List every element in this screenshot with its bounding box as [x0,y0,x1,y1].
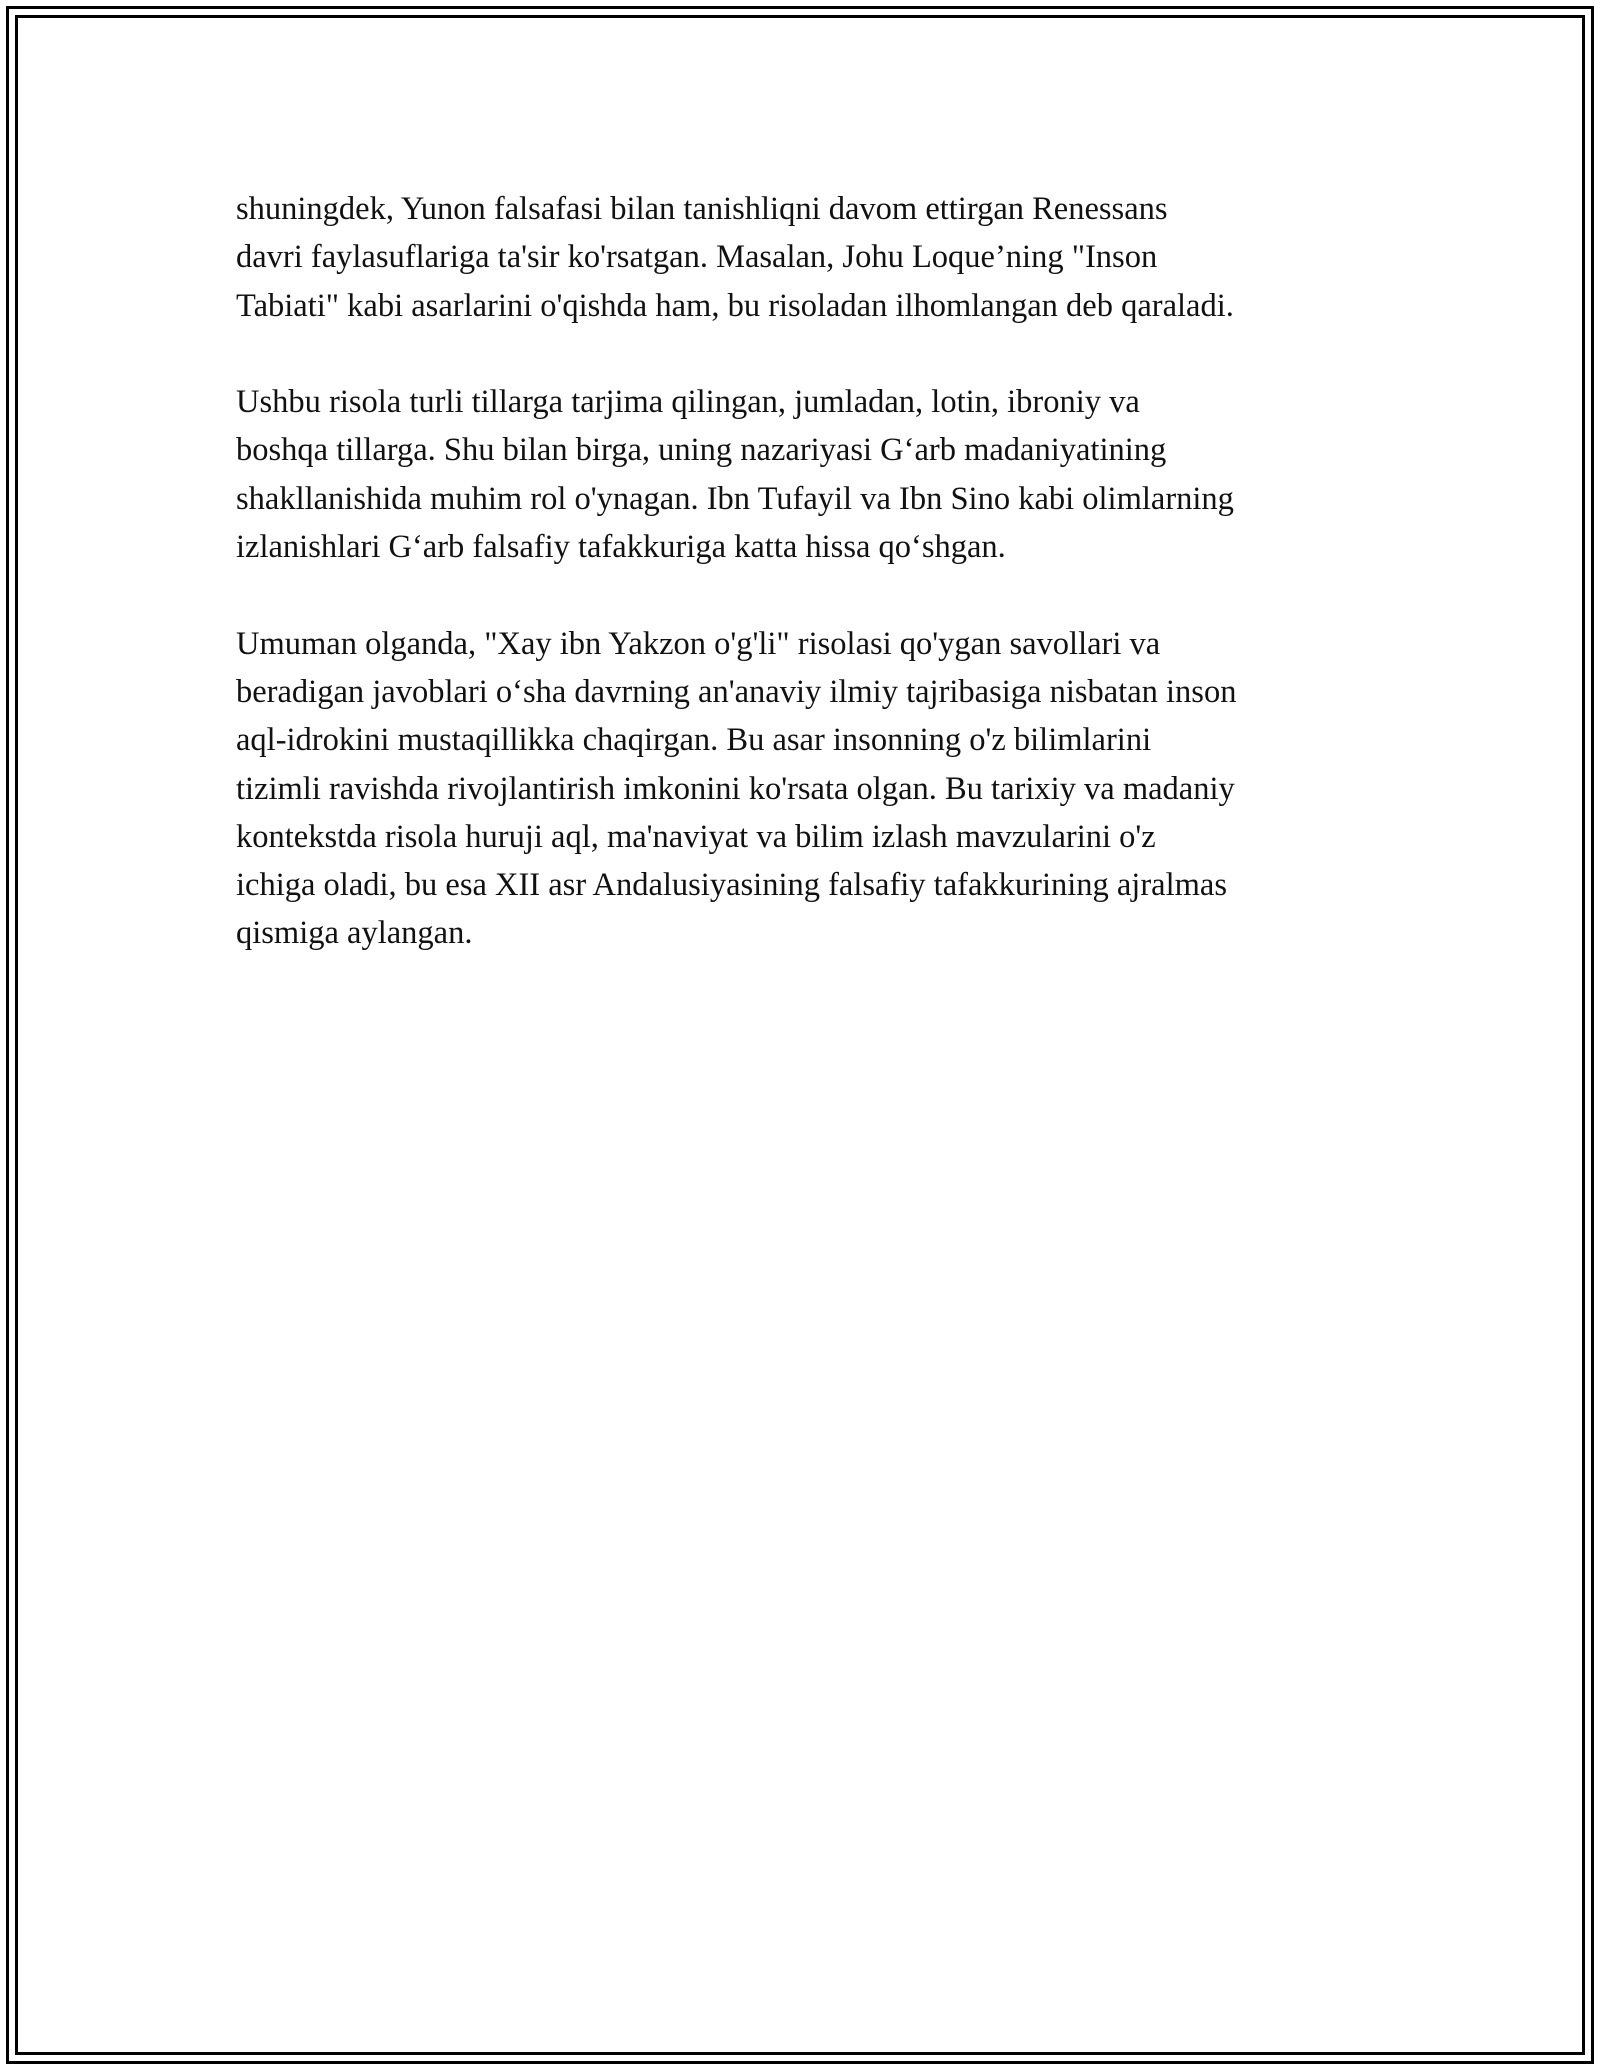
text-line: boshqa tillarga. Shu bilan birga, uning nazariyasi G‘arb madaniyatining [236,432,1167,469]
text-line: davri faylasuflariga ta'sir ko'rsatgan. Masalan, Johu Loque’ning "Inson [236,239,1158,276]
text-line: tizimli ravishda rivojlantirish imkonini ko'rsata olgan. Bu tarixiy va madaniy [236,770,1235,807]
text-line: shuningdek, Yunon falsafasi bilan tanishliqni davom ettirgan Renessans [236,191,1168,227]
paragraph-2 [236,378,1386,571]
text-line: beradigan javoblari o‘sha davrning an'anaviy ilmiy tajribasiga nisbatan inson [236,673,1237,710]
text-line: Umuman olganda, "Xay ibn Yakzon o'g'li" risolasi qo'ygan savollari va [236,625,1161,662]
paragraph-3 [236,620,1386,958]
document-body [236,185,1386,1006]
text-line: izlanishlari G‘arb falsafiy tafakkuriga katta hissa qo‘shgan. [236,529,1006,566]
text-line: ichiga oladi, bu esa XII asr Andalusiyasining falsafiy tafakkurining ajralmas [236,867,1227,904]
text-line: Tabiati" kabi asarlarini o'qishda ham, bu risoladan ilhomlangan deb qaraladi. [236,287,1234,324]
text-line: kontekstda risola huruji aql, ma'naviyat va bilim izlash mavzularini o'z [236,818,1156,855]
text-line: shakllanishida muhim rol o'ynagan. Ibn Tufayil va Ibn Sino kabi olimlarning [236,480,1234,517]
paragraph-1 [236,185,1386,330]
text-line: Ushbu risola turli tillarga tarjima qilingan, jumladan, lotin, ibroniy va [236,384,1140,421]
text-line: aql-idrokini mustaqillikka chaqirgan. Bu asar insonning o'z bilimlarini [236,722,1152,759]
text-line: qismiga aylangan. [236,915,473,952]
